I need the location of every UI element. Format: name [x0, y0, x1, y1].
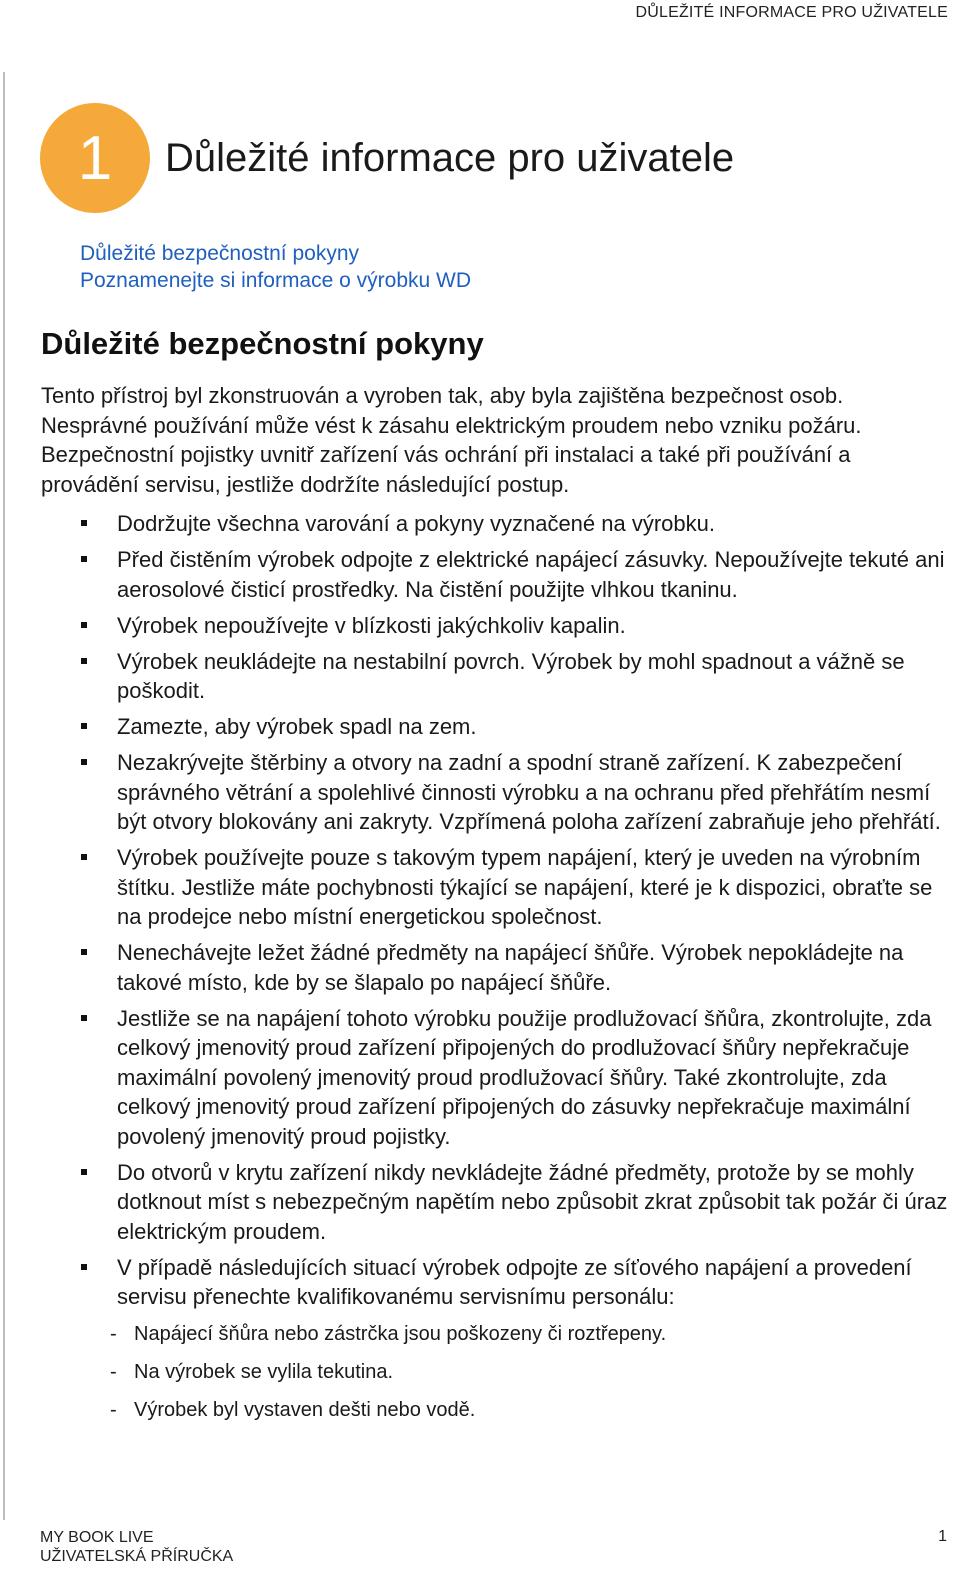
- list-item: [0, 843, 960, 932]
- footer-product-name: MY BOOK LIVE: [40, 1529, 154, 1546]
- dash-marker: -: [110, 1322, 117, 1345]
- bullet-marker: [81, 1264, 87, 1270]
- toc-link-safety[interactable]: Důležité bezpečnostní pokyny: [80, 242, 359, 265]
- sub-list: [110, 1320, 950, 1424]
- list-item-text: Nenechávejte ležet žádné předměty na napájecí šňůře. Výrobek nepokládejte na takové místo, kde by se šlapalo po napájecí šňůře.: [117, 940, 904, 995]
- list-item: [0, 647, 960, 706]
- list-item-text: Výrobek neukládejte na nestabilní povrch. Výrobek by mohl spadnout a vážně se poškodit.: [117, 648, 905, 703]
- bullet-marker: [81, 1015, 87, 1021]
- bullet-marker: [81, 723, 87, 729]
- list-item-text: Výrobek používejte pouze s takovým typem napájení, který je uveden na výrobním štítku. Jestliže máte pochybnosti týkající se napájení, které je k dispozici, obraťte se na prodejce nebo místní energetickou společnost.: [117, 845, 933, 929]
- dash-marker: -: [110, 1398, 117, 1421]
- running-header: DŮLEŽITÉ INFORMACE PRO UŽIVATELE: [635, 4, 948, 21]
- bullet-marker: [81, 622, 87, 628]
- chapter-title: Důležité informace pro uživatele: [165, 136, 735, 180]
- sub-list-item: [110, 1320, 950, 1348]
- section-title: Důležité bezpečnostní pokyny: [41, 326, 484, 361]
- list-item-text: Nezakrývejte štěrbiny a otvory na zadní a spodní straně zařízení. K zabezpečení správného větrání a spolehlivé činnosti výrobku a na ochranu před přehřátím nesmí být otvory blokovány ani zakryty. Vzpřímená poloha zařízení zabraňuje jeho přehřátí.: [117, 750, 941, 834]
- dash-marker: -: [110, 1360, 117, 1383]
- list-item: [0, 1004, 960, 1152]
- list-item: [0, 509, 960, 539]
- bullet-marker: [81, 854, 87, 860]
- list-item: [0, 938, 960, 997]
- sub-list-item-text: Výrobek byl vystaven dešti nebo vodě.: [134, 1398, 476, 1421]
- list-item-text: Jestliže se na napájení tohoto výrobku použije prodlužovací šňůra, zkontrolujte, zda celkový jmenovitý proud zařízení připojených do prodlužovací šňůry nepřekračuje maximální povolený jmenovitý proud prodlužovací šňůry. Také zkontrolujte, zda celkový jmenovitý proud zařízení připojených do zásuvky nepřekračuje maximální povolený jmenovitý proud pojistky.: [117, 1005, 932, 1149]
- sub-list-item: [110, 1396, 950, 1424]
- bullet-marker: [81, 949, 87, 955]
- footer-product-info: [40, 1528, 233, 1566]
- safety-list: [0, 509, 960, 1434]
- list-item: [0, 712, 960, 742]
- list-item: [0, 1253, 960, 1424]
- footer-manual-name: UŽIVATELSKÁ PŘÍRUČKA: [40, 1548, 234, 1565]
- list-item: [0, 748, 960, 837]
- sub-list-item: [110, 1358, 950, 1386]
- bullet-marker: [81, 658, 87, 664]
- intro-paragraph: Tento přístroj byl zkonstruován a vyroben tak, aby byla zajištěna bezpečnost osob. Nesprávné používání může vést k zásahu elektrickým proudem nebo vzniku požáru. Bezpečnostní pojistky uvnitř zařízení vás ochrání při instalaci a také při používání a provádění servisu, jestliže dodržíte následující postup.: [41, 383, 862, 497]
- chapter-toc: [80, 240, 471, 294]
- bullet-marker: [81, 556, 87, 562]
- list-item-text: V případě následujících situací výrobek odpojte ze síťového napájení a provedení servisu přenechte kvalifikovanému servisnímu personálu:: [117, 1254, 912, 1309]
- sub-list-item-text: Napájecí šňůra nebo zástrčka jsou poškozeny či roztřepeny.: [134, 1322, 667, 1345]
- chapter-number-badge: [40, 103, 150, 213]
- list-item-text: Do otvorů v krytu zařízení nikdy nevkládejte žádné předměty, protože by se mohly dotknout míst s nebezpečným napětím nebo způsobit zkrat způsobit tak požár či úraz elektrickým proudem.: [117, 1159, 948, 1244]
- bullet-marker: [81, 520, 87, 526]
- list-item: [0, 611, 960, 641]
- list-item: [0, 545, 960, 604]
- list-item-text: Dodržujte všechna varování a pokyny vyznačené na výrobku.: [117, 511, 715, 536]
- page-number: 1: [938, 1528, 947, 1545]
- list-item-text: Zamezte, aby výrobek spadl na zem.: [117, 714, 477, 739]
- sub-list-item-text: Na výrobek se vylila tekutina.: [134, 1360, 394, 1383]
- list-item-text: Před čistěním výrobek odpojte z elektrické napájecí zásuvky. Nepoužívejte tekuté ani aerosolové čisticí prostředky. Na čistění použijte vlhkou tkaninu.: [117, 547, 945, 602]
- bullet-marker: [81, 1169, 87, 1175]
- chapter-number: 1: [77, 123, 113, 193]
- bullet-marker: [81, 759, 87, 765]
- list-item: [0, 1158, 960, 1247]
- toc-link-product-info[interactable]: Poznamenejte si informace o výrobku WD: [80, 269, 471, 292]
- list-item-text: Výrobek nepoužívejte v blízkosti jakýchkoliv kapalin.: [117, 612, 626, 638]
